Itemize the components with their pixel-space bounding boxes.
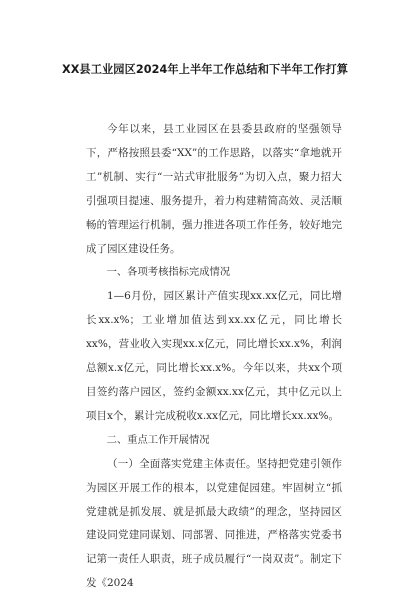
document-title: XX县工业园区2024年上半年工作总结和下半年工作打算 <box>61 63 349 76</box>
indicators-paragraph: 1—6月份，园区累计产值实现xx.xx亿元，同比增长xx.x%；工业增加值达到xx.xx亿元，同比增长xx%，营业收入实现xx.x亿元，同比增长xx.x%，利润总额x.x亿元，同比增长xx.x%。今年以来，共xx个项目签约落户园区，签约金额xx.xx亿元，其中亿元以上项目x个，累计完成税收x.xx亿元，同比增长xx.xx%。 <box>86 290 342 422</box>
document-body <box>86 118 342 596</box>
party-building-paragraph: （一）全面落实党建主体责任。坚持把党建引领作为园区开展工作的根本，以党建促园建。牢固树立“抓党建就是抓发展、就是抓最大政绩”的理念，坚持园区建设同党建同谋划、同部署、同推进，严格落实党委书记第一责任人职责，班子成员履行“一岗双责”。制定下发《2024 <box>86 457 342 590</box>
section-heading-key-work: 二、重点工作开展情况 <box>106 433 210 446</box>
section-heading-indicators: 一、各项考核指标完成情况 <box>106 266 231 279</box>
intro-paragraph: 今年以来，县工业园区在县委县政府的坚强领导下，严格按照县委“XX”的工作思路，以落实“拿地就开工”机制、实行“一站式审批服务”为切入点，聚力招大引强项目提速、服务提升，着力构建精简高效、灵活顺畅的管理运行机制，强力推进各项工作任务，较好地完成了园区建设任务。 <box>86 123 342 255</box>
